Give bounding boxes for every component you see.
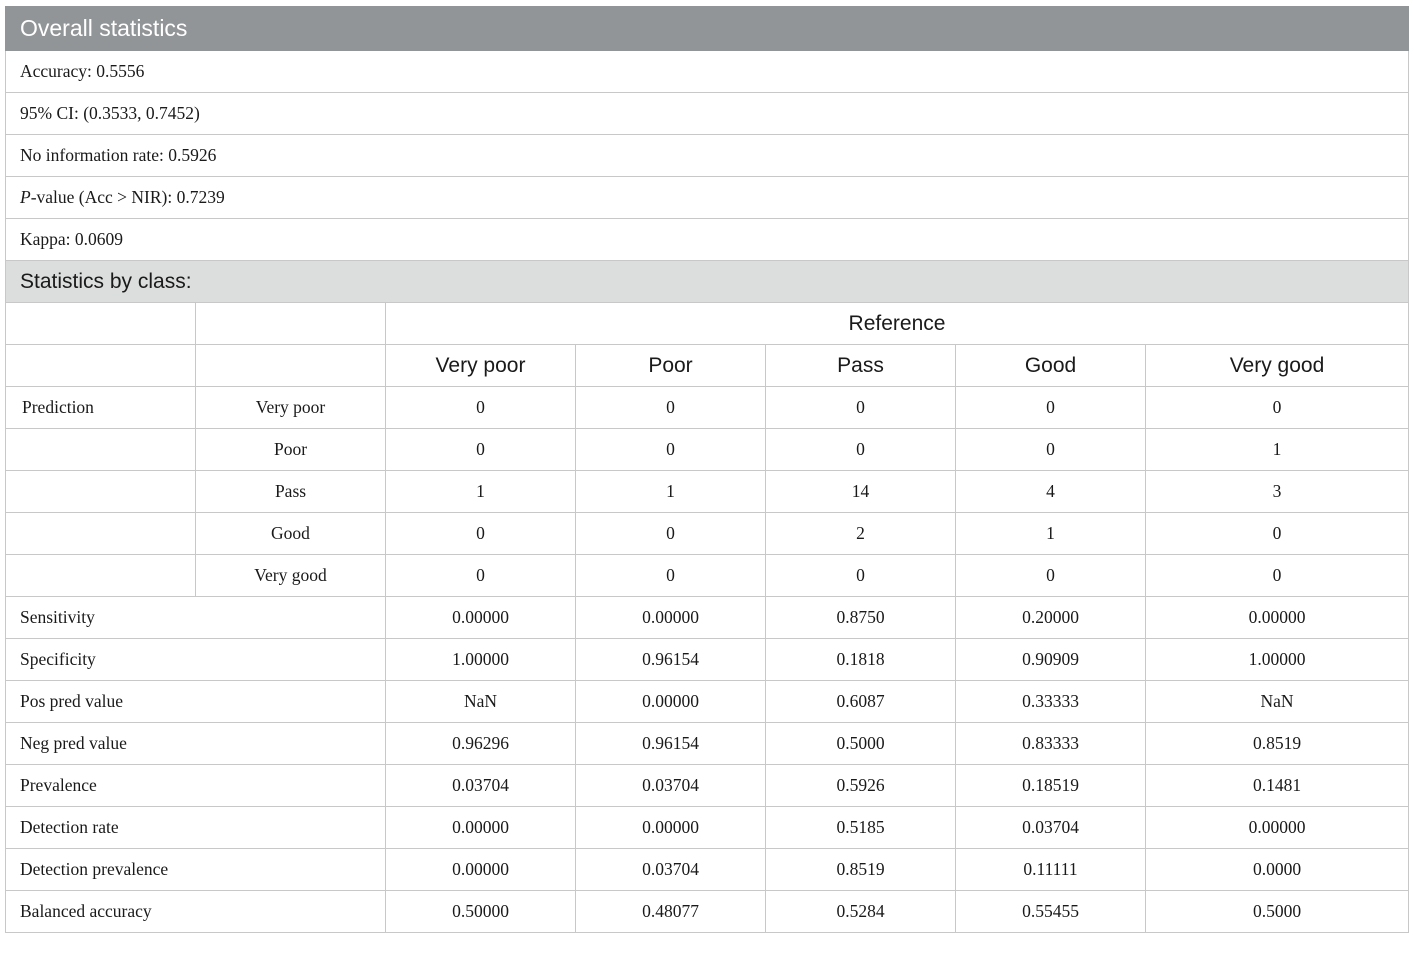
metric-value: 0.00000 bbox=[386, 849, 576, 891]
metric-value: 0.00000 bbox=[576, 807, 766, 849]
empty-cell bbox=[196, 345, 386, 387]
metric-value: 0.03704 bbox=[576, 765, 766, 807]
confusion-cell: 0 bbox=[1146, 387, 1409, 429]
metric-row-detection-rate bbox=[6, 807, 1409, 849]
confusion-cell: 0 bbox=[1146, 513, 1409, 555]
reference-label: Reference bbox=[386, 303, 1409, 345]
metric-label: Detection rate bbox=[6, 807, 386, 849]
metric-value: 1.00000 bbox=[386, 639, 576, 681]
metric-value: 1.00000 bbox=[1146, 639, 1409, 681]
metric-label: Balanced accuracy bbox=[6, 891, 386, 933]
metric-value: 0.50000 bbox=[386, 891, 576, 933]
metric-value: 0.8750 bbox=[766, 597, 956, 639]
metric-row-detection-prevalence bbox=[6, 849, 1409, 891]
class-header-good: Good bbox=[956, 345, 1146, 387]
metric-value: 0.5000 bbox=[766, 723, 956, 765]
metric-row-balanced-accuracy bbox=[6, 891, 1409, 933]
metric-value: 0.33333 bbox=[956, 681, 1146, 723]
metric-label: Neg pred value bbox=[6, 723, 386, 765]
no-information-rate-text: No information rate: 0.5926 bbox=[6, 135, 1409, 177]
confusion-cell: 2 bbox=[766, 513, 956, 555]
metric-value: 0.20000 bbox=[956, 597, 1146, 639]
metric-value: 0.03704 bbox=[956, 807, 1146, 849]
confusion-cell: 0 bbox=[576, 387, 766, 429]
confusion-cell: 0 bbox=[386, 387, 576, 429]
empty-cell bbox=[6, 555, 196, 597]
metric-value: 0.5926 bbox=[766, 765, 956, 807]
metric-row-specificity bbox=[6, 639, 1409, 681]
metric-value: 0.00000 bbox=[1146, 807, 1409, 849]
metric-value: 0.96296 bbox=[386, 723, 576, 765]
confusion-cell: 0 bbox=[576, 555, 766, 597]
prediction-class-pass: Pass bbox=[196, 471, 386, 513]
statistics-table-container bbox=[5, 6, 1408, 933]
confusion-cell: 14 bbox=[766, 471, 956, 513]
metric-label: Pos pred value bbox=[6, 681, 386, 723]
metric-value: 0.00000 bbox=[386, 597, 576, 639]
confusion-cell: 1 bbox=[956, 513, 1146, 555]
metric-row-sensitivity bbox=[6, 597, 1409, 639]
confusion-cell: 4 bbox=[956, 471, 1146, 513]
metric-value: 0.00000 bbox=[576, 681, 766, 723]
metric-value: NaN bbox=[386, 681, 576, 723]
metric-value: 0.8519 bbox=[1146, 723, 1409, 765]
confusion-cell: 0 bbox=[766, 387, 956, 429]
confusion-cell: 3 bbox=[1146, 471, 1409, 513]
confusion-cell: 1 bbox=[386, 471, 576, 513]
metric-value: 0.90909 bbox=[956, 639, 1146, 681]
metric-value: NaN bbox=[1146, 681, 1409, 723]
confusion-cell: 0 bbox=[1146, 555, 1409, 597]
class-header-row bbox=[6, 345, 1409, 387]
reference-header-row bbox=[6, 303, 1409, 345]
by-class-header-row bbox=[6, 261, 1409, 303]
metric-value: 0.00000 bbox=[1146, 597, 1409, 639]
metric-value: 0.00000 bbox=[576, 597, 766, 639]
metric-value: 0.1818 bbox=[766, 639, 956, 681]
empty-cell bbox=[6, 345, 196, 387]
metric-value: 0.11111 bbox=[956, 849, 1146, 891]
p-value-italic: P bbox=[20, 187, 31, 207]
metric-row-neg-pred-value bbox=[6, 723, 1409, 765]
metric-value: 0.96154 bbox=[576, 639, 766, 681]
confusion-cell: 0 bbox=[956, 387, 1146, 429]
class-header-pass: Pass bbox=[766, 345, 956, 387]
metric-row-pos-pred-value bbox=[6, 681, 1409, 723]
class-header-very-poor: Very poor bbox=[386, 345, 576, 387]
p-value-text bbox=[6, 177, 1409, 219]
confusion-row bbox=[6, 471, 1409, 513]
metric-label: Prevalence bbox=[6, 765, 386, 807]
metric-value: 0.55455 bbox=[956, 891, 1146, 933]
confusion-cell: 0 bbox=[766, 429, 956, 471]
prediction-class-very-good: Very good bbox=[196, 555, 386, 597]
metric-value: 0.8519 bbox=[766, 849, 956, 891]
class-header-very-good: Very good bbox=[1146, 345, 1409, 387]
prediction-class-very-poor: Very poor bbox=[196, 387, 386, 429]
confusion-cell: 0 bbox=[576, 429, 766, 471]
statistics-table bbox=[5, 6, 1409, 933]
metric-value: 0.18519 bbox=[956, 765, 1146, 807]
confidence-interval-text: 95% CI: (0.3533, 0.7452) bbox=[6, 93, 1409, 135]
metric-label: Detection prevalence bbox=[6, 849, 386, 891]
metric-label: Sensitivity bbox=[6, 597, 386, 639]
overall-row bbox=[6, 177, 1409, 219]
metric-value: 0.5185 bbox=[766, 807, 956, 849]
confusion-cell: 0 bbox=[956, 429, 1146, 471]
metric-value: 0.48077 bbox=[576, 891, 766, 933]
overall-row bbox=[6, 135, 1409, 177]
overall-header-row bbox=[6, 7, 1409, 51]
confusion-cell: 0 bbox=[956, 555, 1146, 597]
metric-value: 0.6087 bbox=[766, 681, 956, 723]
overall-row bbox=[6, 93, 1409, 135]
overall-row bbox=[6, 51, 1409, 93]
metric-value: 0.00000 bbox=[386, 807, 576, 849]
metric-value: 0.5000 bbox=[1146, 891, 1409, 933]
confusion-cell: 1 bbox=[576, 471, 766, 513]
confusion-cell: 0 bbox=[386, 429, 576, 471]
confusion-cell: 0 bbox=[576, 513, 766, 555]
empty-cell bbox=[6, 471, 196, 513]
empty-cell bbox=[196, 303, 386, 345]
confusion-row bbox=[6, 513, 1409, 555]
metric-value: 0.0000 bbox=[1146, 849, 1409, 891]
p-value-rest: -value (Acc > NIR): 0.7239 bbox=[30, 187, 225, 207]
empty-cell bbox=[6, 303, 196, 345]
accuracy-text: Accuracy: 0.5556 bbox=[6, 51, 1409, 93]
metric-value: 0.03704 bbox=[386, 765, 576, 807]
confusion-row bbox=[6, 387, 1409, 429]
metric-label: Specificity bbox=[6, 639, 386, 681]
prediction-class-poor: Poor bbox=[196, 429, 386, 471]
overall-statistics-title: Overall statistics bbox=[6, 7, 1409, 51]
metric-value: 0.03704 bbox=[576, 849, 766, 891]
confusion-row bbox=[6, 555, 1409, 597]
confusion-row bbox=[6, 429, 1409, 471]
empty-cell bbox=[6, 513, 196, 555]
kappa-text: Kappa: 0.0609 bbox=[6, 219, 1409, 261]
prediction-label: Prediction bbox=[6, 387, 196, 429]
metric-value: 0.5284 bbox=[766, 891, 956, 933]
metric-value: 0.1481 bbox=[1146, 765, 1409, 807]
confusion-cell: 0 bbox=[766, 555, 956, 597]
metric-value: 0.96154 bbox=[576, 723, 766, 765]
prediction-class-good: Good bbox=[196, 513, 386, 555]
statistics-by-class-title: Statistics by class: bbox=[6, 261, 1409, 303]
empty-cell bbox=[6, 429, 196, 471]
metric-row-prevalence bbox=[6, 765, 1409, 807]
overall-row bbox=[6, 219, 1409, 261]
confusion-cell: 1 bbox=[1146, 429, 1409, 471]
confusion-cell: 0 bbox=[386, 513, 576, 555]
metric-value: 0.83333 bbox=[956, 723, 1146, 765]
class-header-poor: Poor bbox=[576, 345, 766, 387]
confusion-cell: 0 bbox=[386, 555, 576, 597]
